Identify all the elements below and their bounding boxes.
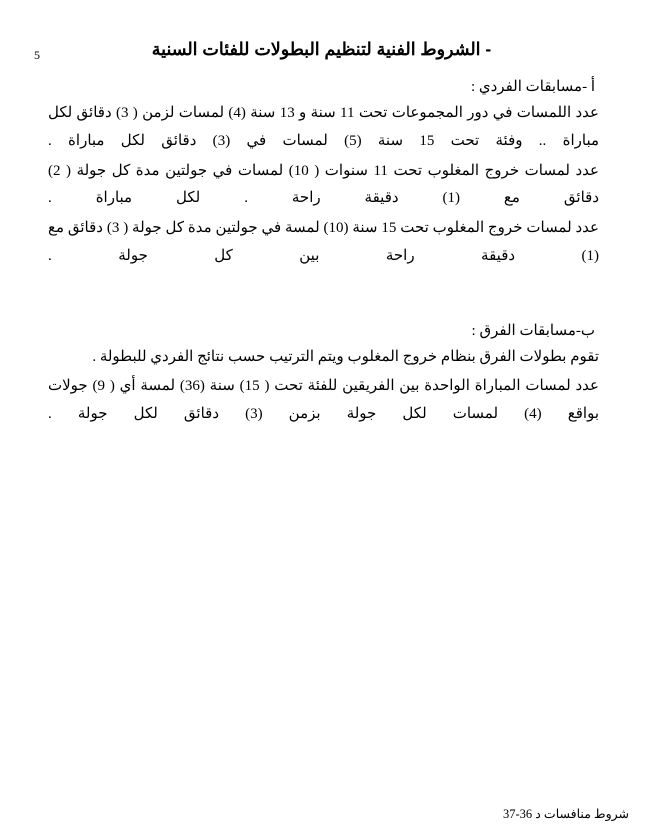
page-number: 5 bbox=[34, 48, 40, 62]
section-spacer bbox=[34, 273, 625, 313]
paragraph-individual-2: عدد لمسات خروج المغلوب تحت 11 سنوات ( 10) لمسات في جولتين مدة كل جولة ( 2) دقائق مع (1) دقيقة راحة . لكل مباراة . bbox=[48, 162, 600, 207]
page-title: - الشروط الفنية لتنظيم البطولات للفئات السنية bbox=[151, 39, 492, 59]
title-row bbox=[34, 38, 625, 63]
section-heading-individual: أ -مسابقات الفردي : bbox=[470, 79, 595, 95]
paragraph-individual-1: عدد اللمسات في دور المجموعات تحت 11 سنة و 13 سنة (4) لمسات لزمن ( 3) دقائق لكل مباراة .. وفئة تحت 15 سنة (5) لمسات في (3) دقائق لكل مباراة . bbox=[48, 105, 600, 149]
page-footer bbox=[0, 806, 659, 822]
paragraph-teams-1: تقوم بطولات الفرق بنظام خروج المغلوب ويتم الترتيب حسب نتائج الفردي للبطولة . bbox=[92, 348, 599, 365]
paragraph-individual-3: عدد لمسات خروج المغلوب تحت 15 سنة (10) لمسة في جولتين مدة كل جولة ( 3) دقائق مع (1) دقيقة راحة بين كل جولة . bbox=[48, 220, 600, 264]
section-heading-teams: ب-مسابقات الفرق : bbox=[471, 322, 595, 339]
footer-note: شروط منافسات د 36-37 bbox=[502, 807, 629, 821]
paragraph-teams-2: عدد لمسات المباراة الواحدة بين الفريقين للفئة تحت ( 15) سنة (36) لمسة أي ( 9) جولات بواقع (4) لمسات لكل جولة بزمن (3) دقائق لكل جولة . bbox=[48, 378, 599, 422]
